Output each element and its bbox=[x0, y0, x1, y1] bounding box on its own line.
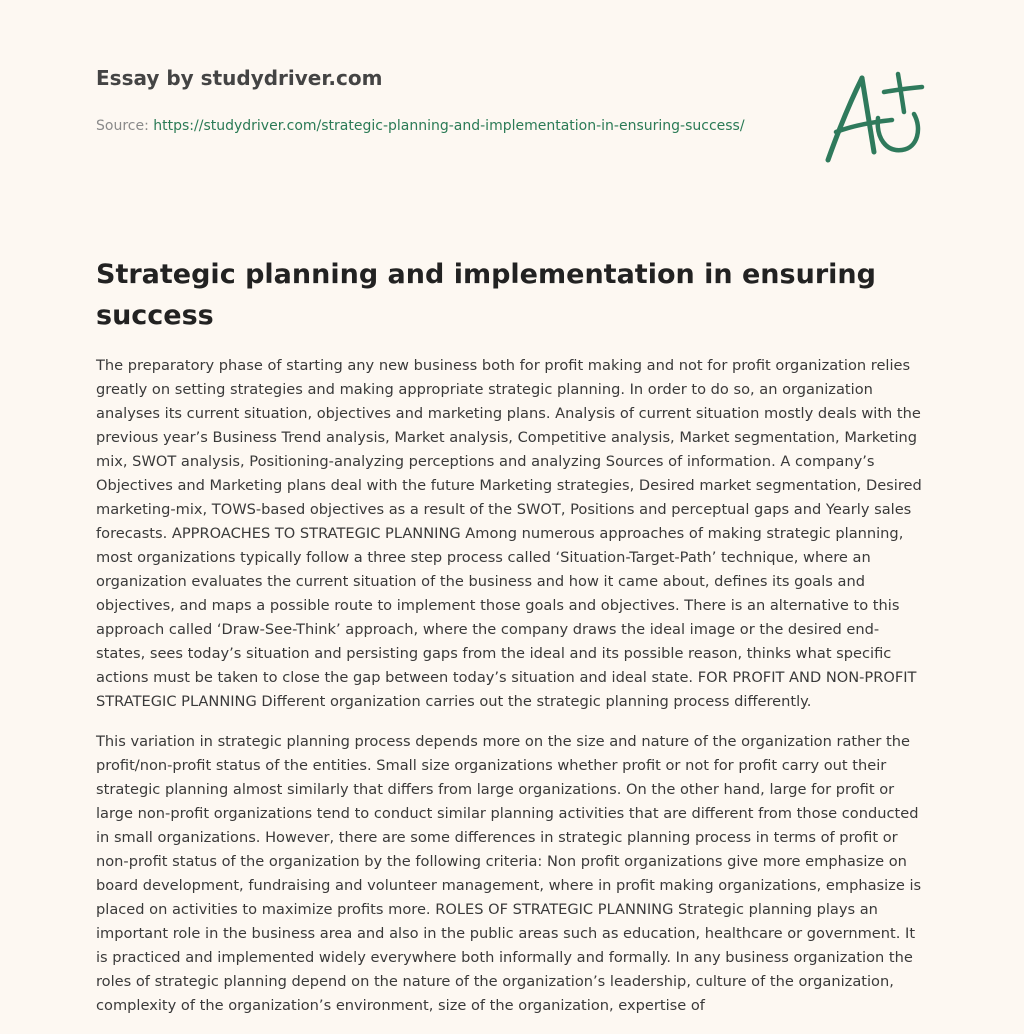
essay-title: Strategic planning and implementation in ensuring success bbox=[96, 259, 876, 331]
source-label: Source: bbox=[96, 118, 149, 134]
essay-paragraph-1: The preparatory phase of starting any new business both for profit making and not for profit organization relies greatly on setting strategies and making appropriate strategic planning. In order to do so, an organization analyses its current situation, objectives and marketing plans. Analysis of current situation mostly deals with the previous year’s Business Trend analysis, Market analysis, Competitive analysis, Market segmentation, Marketing mix, SWOT analysis, Positioning-analyzing perceptions and analyzing Sources of information. A company’s Objectives and Marketing plans deal with the future Marketing strategies, Desired market segmentation, Desired marketing-mix, TOWS-based objectives as a result of the SWOT, Positions and perceptual gaps and Yearly sales forecasts. APPROACHES TO STRATEGIC PLANNING Among numerous approaches of making strategic planning, most organizations typically follow a three step process called ‘Situation-Target-Path’ technique, where an organization evaluates the current situation of the business and how it came about, defines its goals and objectives, and maps a possible route to implement those goals and objectives. There is an alternative to this approach called ‘Draw-See-Think’ approach, where the company draws the ideal image or the desired end-states, sees today’s situation and persisting gaps from the ideal and its possible reason, thinks what specific actions must be taken to close the gap between today’s situation and ideal state. FOR PROFIT AND NON-PROFIT STRATEGIC PLANNING Different organization carries out the strategic planning process differently. bbox=[96, 357, 922, 710]
source-link[interactable]: https://studydriver.com/strategic-planning-and-implementation-in-ensuring-success/ bbox=[153, 118, 745, 134]
a-plus-grade-icon bbox=[822, 66, 930, 166]
source-line bbox=[96, 114, 756, 138]
essay-body bbox=[96, 354, 928, 1034]
essay-header bbox=[96, 64, 756, 138]
essay-paragraph-2: This variation in strategic planning process depends more on the size and nature of the organization rather the profit/non-profit status of the entities. Small size organizations whether profit or not for profit carry out their strategic planning almost similarly that differs from large organizations. On the other hand, large for profit or large non-profit organizations tend to conduct similar planning activities that are different from those conducted in small organizations. However, there are some differences in strategic planning process in terms of profit or non-profit status of the organization by the following criteria: Non profit organizations give more emphasize on board development, fundraising and volunteer management, where in profit making organizations, emphasize is placed on activities to maximize profits more. ROLES OF STRATEGIC PLANNING Strategic planning plays an important role in the business area and also in the public areas such as education, healthcare or government. It is practiced and implemented widely everywhere both informally and formally. In any business organization the roles of strategic planning depend on the nature of the organization’s leadership, culture of the organization, complexity of the organization’s environment, size of the organization, expertise of bbox=[96, 733, 922, 1014]
site-brand: Essay by studydriver.com bbox=[96, 66, 383, 90]
